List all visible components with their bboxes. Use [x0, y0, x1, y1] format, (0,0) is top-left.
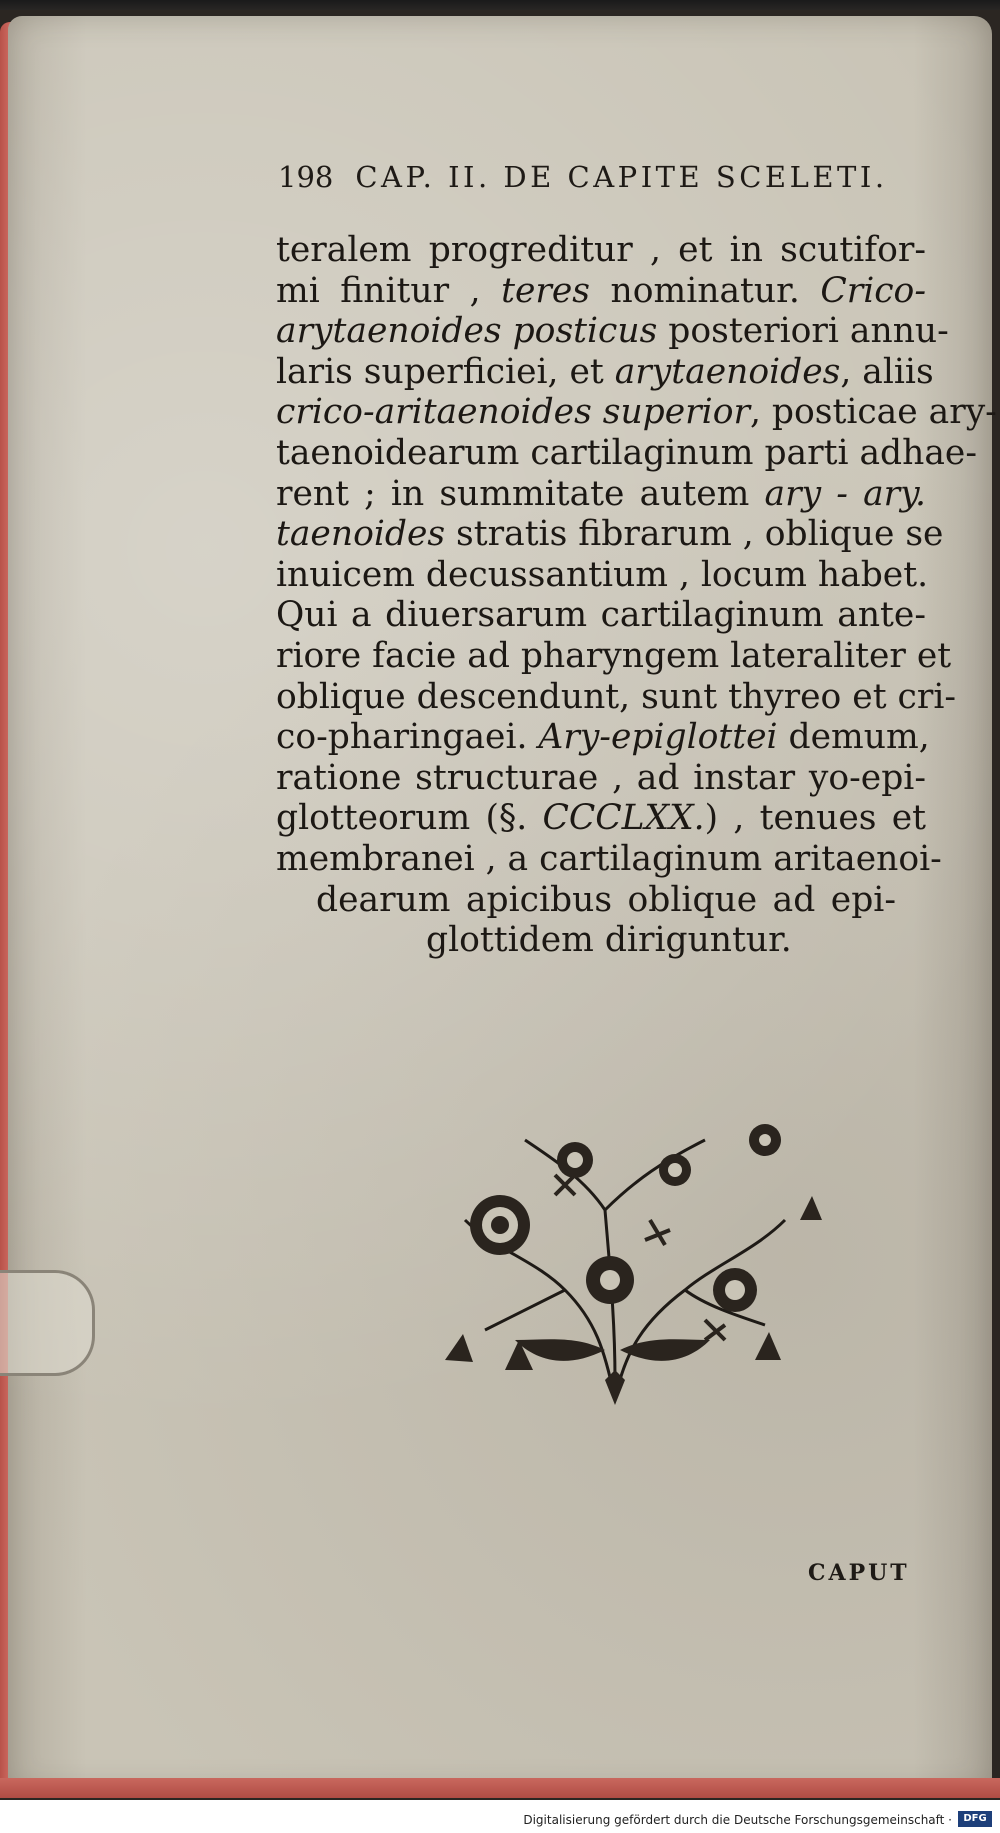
- italic-text-segment: crico-aritaenoides superior: [276, 392, 750, 433]
- italic-text-segment: taenoides: [276, 514, 446, 555]
- text-line: [276, 838, 942, 880]
- text-line: [276, 798, 926, 839]
- text-segment: ratione structurae , ad instar yo-epi-: [276, 757, 926, 798]
- text-line: [276, 311, 949, 352]
- italic-text-segment: Crico-: [820, 270, 926, 311]
- text-line: [276, 920, 926, 961]
- text-line: [276, 758, 926, 799]
- text-line: [276, 554, 929, 596]
- text-segment: inuicem decussantium , locum habet.: [276, 554, 929, 595]
- text-segment: teralem progreditur , et in scutifor-: [276, 230, 926, 270]
- text-segment: taenoidearum cartilaginum parti adhae-: [276, 432, 977, 473]
- text-line: [276, 432, 977, 474]
- text-segment: riore facie ad pharyngem lateraliter et: [276, 635, 952, 676]
- text-line: [276, 880, 926, 921]
- text-segment: nominatur.: [590, 270, 821, 311]
- text-segment: stratis fibrarum , oblique se: [445, 514, 944, 555]
- catchword: CAPUT: [808, 1560, 910, 1586]
- body-text: [276, 230, 997, 961]
- text-segment: glottidem diriguntur.: [426, 920, 792, 961]
- text-line: [276, 351, 934, 393]
- text-line: [276, 676, 957, 718]
- page-clip: [0, 1270, 95, 1376]
- text-line: [276, 595, 926, 636]
- text-segment: posteriori annu-: [657, 311, 949, 352]
- text-segment: mi finitur ,: [276, 270, 502, 311]
- dfg-logo-icon: DFG: [958, 1811, 992, 1827]
- page-number: 198: [278, 160, 334, 194]
- running-header: [278, 160, 918, 194]
- footer-credit: Digitalisierung gefördert durch die Deutsche Forschungsgemeinschaft ·: [523, 1813, 952, 1827]
- running-title: CAP. II. DE CAPITE SCELETI.: [355, 160, 888, 194]
- italic-text-segment: Ary-epiglottei: [538, 717, 778, 758]
- text-line: [276, 230, 926, 271]
- italic-text-segment: teres: [501, 270, 590, 311]
- text-segment: dearum apicibus oblique ad epi-: [316, 879, 896, 920]
- floral-ornament-icon: [405, 1100, 825, 1420]
- text-segment: co-pharingaei.: [276, 717, 539, 758]
- text-line: [276, 271, 926, 312]
- text-segment: glotteorum (§.: [276, 798, 543, 839]
- text-segment: laris superficiei, et: [276, 351, 615, 392]
- italic-text-segment: ary - ary.: [764, 473, 927, 514]
- italic-text-segment: arytaenoides: [614, 351, 841, 392]
- text-segment: demum,: [777, 717, 930, 758]
- italic-text-segment: arytaenoides posticus: [276, 311, 658, 352]
- text-line: [276, 474, 926, 515]
- text-segment: , aliis: [840, 351, 934, 392]
- text-segment: rent ; in summitate autem: [276, 473, 765, 514]
- text-segment: membranei , a cartilaginum aritaenoi-: [276, 838, 942, 879]
- text-line: [276, 392, 997, 433]
- text-segment: ) , tenues et: [704, 798, 927, 839]
- italic-text-segment: CCCLXX.: [542, 798, 705, 839]
- text-segment: oblique descendunt, sunt thyreo et cri-: [276, 676, 957, 717]
- text-segment: , posticae ary-: [749, 392, 997, 433]
- text-line: [276, 514, 944, 555]
- text-line: [276, 635, 952, 677]
- text-segment: Qui a diuersarum cartilaginum ante-: [276, 595, 926, 636]
- page-edge-bottom: [0, 1778, 1000, 1798]
- text-line: [276, 717, 930, 758]
